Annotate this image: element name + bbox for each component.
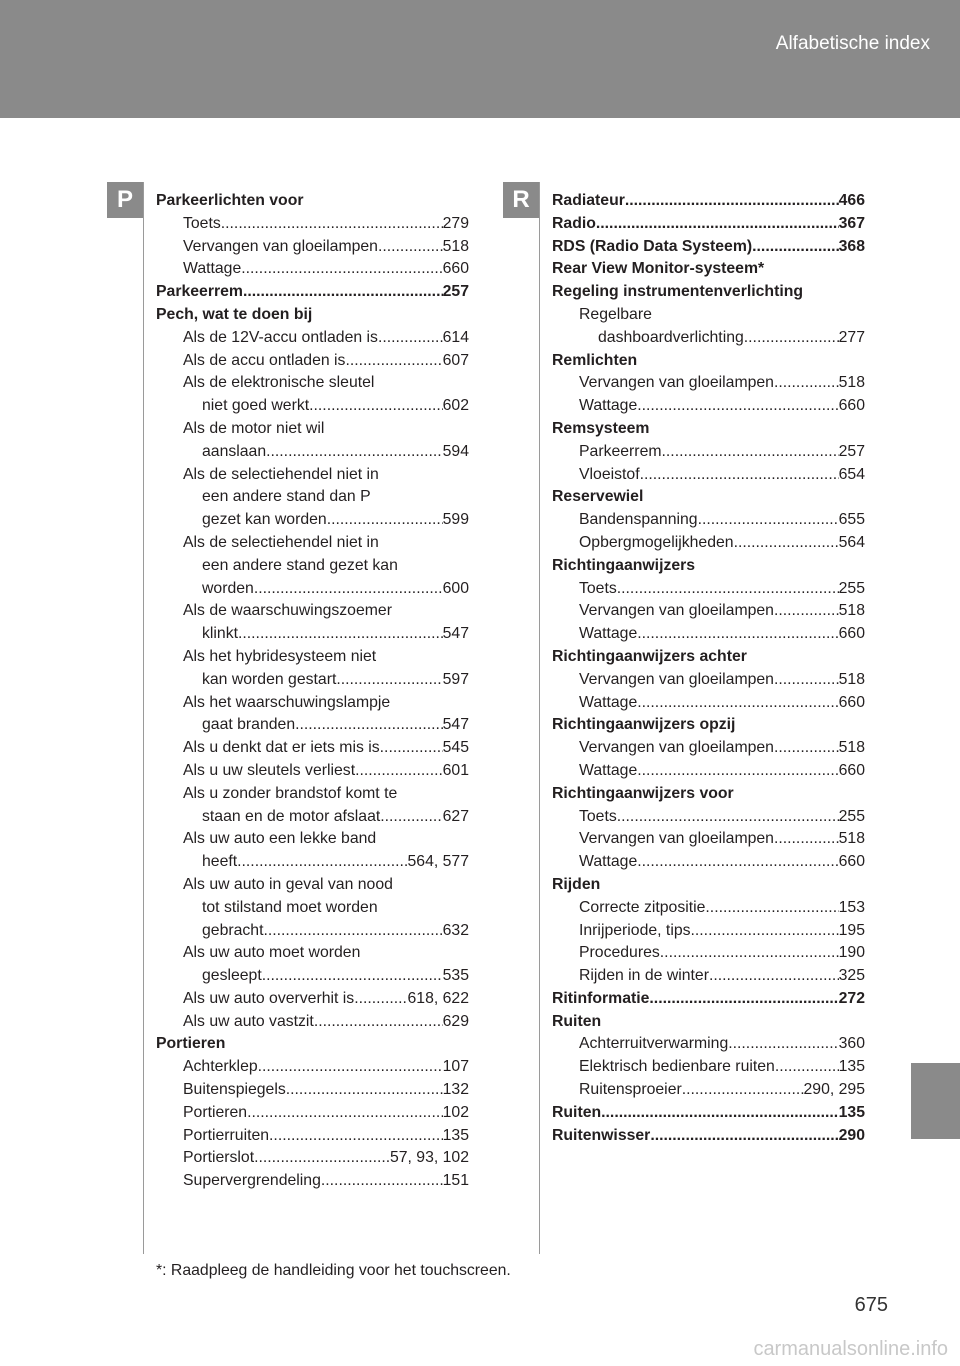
index-entry xyxy=(156,464,469,487)
index-column-p xyxy=(156,190,469,1193)
dot-leader xyxy=(637,395,838,418)
index-entry-page: 279 xyxy=(442,214,469,232)
index-entry-page: 518 xyxy=(838,602,865,620)
index-entry xyxy=(552,1125,865,1148)
dot-leader xyxy=(601,1102,838,1125)
index-entry xyxy=(156,600,469,623)
index-entry-text: Als het waarschuwingslampje xyxy=(183,693,391,711)
dot-leader xyxy=(380,737,443,760)
dot-leader xyxy=(286,1079,443,1102)
index-entry-page: 660 xyxy=(838,693,865,711)
index-entry xyxy=(156,236,469,259)
index-entry xyxy=(156,418,469,441)
index-entry xyxy=(156,578,469,601)
dot-leader xyxy=(698,509,839,532)
dot-leader xyxy=(355,760,443,783)
index-entry-text: Als u uw sleutels verliest xyxy=(183,761,356,779)
index-entry-text: Remlichten xyxy=(552,351,638,369)
index-entry xyxy=(552,714,865,737)
index-entry xyxy=(156,646,469,669)
index-entry-text: Ruiten xyxy=(552,1103,602,1121)
index-entry-text: Als uw auto oververhit is xyxy=(183,989,355,1007)
index-entry-text: niet goed werkt xyxy=(202,397,310,415)
index-entry xyxy=(552,1079,865,1102)
index-entry xyxy=(156,1079,469,1102)
index-entry-text: Richtingaanwijzers opzij xyxy=(552,716,736,734)
index-entry xyxy=(156,714,469,737)
index-entry xyxy=(552,258,865,281)
index-entry-text: Als de 12V-accu ontladen is xyxy=(183,328,378,346)
index-entry-text: Wattage xyxy=(183,260,242,278)
index-entry-text: Rijden in de winter xyxy=(579,967,709,985)
index-entry-text: gezet kan worden xyxy=(202,511,327,529)
index-entry-text: Achterklep xyxy=(183,1058,258,1076)
index-entry-text: een andere stand gezet kan xyxy=(202,556,398,574)
index-entry-text: Rijden xyxy=(552,875,601,893)
index-entry-page: 618, 622 xyxy=(407,989,469,1007)
index-entry xyxy=(156,1102,469,1125)
index-entry-page: 627 xyxy=(442,807,469,825)
index-entry-page: 102 xyxy=(442,1103,469,1121)
index-entry xyxy=(156,190,469,213)
index-entry-page: 660 xyxy=(838,397,865,415)
dot-leader xyxy=(649,988,838,1011)
index-entry-page: 632 xyxy=(442,921,469,939)
index-column-r xyxy=(552,190,865,1147)
index-entry xyxy=(552,213,865,236)
dot-leader xyxy=(254,578,443,601)
index-entry xyxy=(552,350,865,373)
dot-leader xyxy=(596,213,839,236)
index-entry-text: Achterruitverwarming xyxy=(579,1035,729,1053)
index-entry xyxy=(552,555,865,578)
index-entry xyxy=(552,418,865,441)
index-entry xyxy=(156,806,469,829)
dot-leader xyxy=(254,1147,390,1170)
dot-leader xyxy=(262,965,443,988)
index-entry-text: Vloeistof xyxy=(579,465,640,483)
index-entry xyxy=(552,669,865,692)
index-entry xyxy=(552,1056,865,1079)
index-entry-text: kan worden gestart xyxy=(202,670,337,688)
index-entry-text: Elektrisch bedienbare ruiten xyxy=(579,1058,775,1076)
index-entry-text: Richtingaanwijzers voor xyxy=(552,784,734,802)
watermark-text: carmanualsonline.info xyxy=(753,1338,948,1360)
index-entry-text: Wattage xyxy=(579,853,638,871)
index-entry xyxy=(156,783,469,806)
index-entry xyxy=(156,737,469,760)
index-entry-page: 368 xyxy=(838,237,865,255)
index-entry-text: Wattage xyxy=(579,693,638,711)
index-entry-page: 629 xyxy=(442,1012,469,1030)
index-entry-text: Richtingaanwijzers xyxy=(552,556,696,574)
index-entry xyxy=(156,372,469,395)
index-entry-text: Vervangen van gloeilampen xyxy=(579,830,774,848)
dot-leader xyxy=(728,1033,838,1056)
index-entry xyxy=(156,1011,469,1034)
index-entry xyxy=(552,828,865,851)
index-entry-text: Supervergrendeling xyxy=(183,1172,321,1190)
index-entry-page: 132 xyxy=(442,1081,469,1099)
index-entry-text: Parkeerlichten voor xyxy=(156,192,304,209)
index-entry xyxy=(552,578,865,601)
index-entry-text: Als uw auto moet worden xyxy=(183,944,361,962)
index-entry-page: 597 xyxy=(442,670,469,688)
index-entry-page: 255 xyxy=(838,807,865,825)
index-entry-page: 564, 577 xyxy=(407,853,469,871)
index-entry-text: Buitenspiegels xyxy=(183,1081,286,1099)
dot-leader xyxy=(378,327,443,350)
dot-leader xyxy=(660,942,839,965)
index-entry-page: 290, 295 xyxy=(803,1081,865,1099)
index-entry xyxy=(552,600,865,623)
index-entry-page: 135 xyxy=(838,1058,865,1076)
index-entry xyxy=(552,1011,865,1034)
index-entry xyxy=(156,828,469,851)
index-entry-text: Correcte zitpositie xyxy=(579,898,706,916)
index-entry-page: 360 xyxy=(838,1035,865,1053)
section-tab-marker xyxy=(911,1063,960,1139)
index-entry xyxy=(156,304,469,327)
header-title: Alfabetische index xyxy=(775,33,930,54)
dot-leader xyxy=(774,600,839,623)
index-entry-text: Bandenspanning xyxy=(579,511,698,529)
right-column-divider xyxy=(539,182,540,1254)
index-entry xyxy=(156,669,469,692)
dot-leader xyxy=(752,236,838,259)
index-entry xyxy=(552,623,865,646)
index-entry xyxy=(156,327,469,350)
index-entry xyxy=(552,281,865,304)
index-entry-text: Als de selectiehendel niet in xyxy=(183,465,379,483)
index-entry xyxy=(156,1056,469,1079)
index-entry-text: Parkeerrem xyxy=(579,442,662,460)
index-entry-page: 547 xyxy=(442,716,469,734)
index-entry-text: heeft xyxy=(202,853,238,871)
index-entry-page: 518 xyxy=(838,374,865,392)
index-entry xyxy=(156,965,469,988)
index-entry-page: 257 xyxy=(838,442,865,460)
index-entry-page: 57, 93, 102 xyxy=(389,1149,469,1167)
index-entry-text: Radio xyxy=(552,214,596,232)
dot-leader xyxy=(682,1079,804,1102)
index-entry xyxy=(552,783,865,806)
index-entry-text: een andere stand dan P xyxy=(202,488,371,506)
index-entry-text: Toets xyxy=(579,807,617,825)
index-entry-page: 153 xyxy=(838,898,865,916)
dot-leader xyxy=(258,1056,443,1079)
dot-leader xyxy=(774,372,839,395)
dot-leader xyxy=(709,965,839,988)
index-entry-text: Ruiten xyxy=(552,1012,602,1030)
dot-leader xyxy=(247,1102,443,1125)
index-entry-text: Portierslot xyxy=(183,1149,255,1167)
index-entry-text: Vervangen van gloeilampen xyxy=(579,739,774,757)
index-entry-text: Reservewiel xyxy=(552,488,644,506)
index-entry-text: Als u zonder brandstof komt te xyxy=(183,784,398,802)
dot-leader xyxy=(237,851,407,874)
index-entry xyxy=(552,1033,865,1056)
index-entry xyxy=(552,236,865,259)
index-entry xyxy=(156,395,469,418)
index-entry xyxy=(552,988,865,1011)
index-entry-page: 614 xyxy=(442,328,469,346)
index-entry-page: 607 xyxy=(442,351,469,369)
dot-leader xyxy=(705,897,838,920)
index-entry xyxy=(552,441,865,464)
dot-leader xyxy=(241,258,442,281)
index-entry xyxy=(156,532,469,555)
dot-leader xyxy=(378,236,443,259)
index-entry-text: Als de elektronische sleutel xyxy=(183,374,375,392)
index-entry xyxy=(156,760,469,783)
index-entry-page: 545 xyxy=(442,739,469,757)
dot-leader xyxy=(321,1170,443,1193)
index-entry xyxy=(552,646,865,669)
index-entry-text: klinkt xyxy=(202,625,238,643)
index-entry-text: staan en de motor afslaat xyxy=(202,807,381,825)
index-entry-page: 518 xyxy=(838,830,865,848)
left-column-divider xyxy=(143,182,144,1254)
index-entry-text: Pech, wat te doen bij xyxy=(156,305,313,323)
index-entry-page: 600 xyxy=(442,579,469,597)
index-entry-page: 535 xyxy=(442,967,469,985)
index-entry-text: Regelbare xyxy=(579,305,652,323)
dot-leader xyxy=(774,737,839,760)
index-entry-page: 654 xyxy=(838,465,865,483)
index-entry-text: Wattage xyxy=(579,397,638,415)
index-entry-text: Wattage xyxy=(579,761,638,779)
index-entry-text: Vervangen van gloeilampen xyxy=(183,237,378,255)
index-entry-text: aanslaan xyxy=(202,442,267,460)
index-entry-text: Vervangen van gloeilampen xyxy=(579,602,774,620)
index-entry xyxy=(552,737,865,760)
footnote: *: Raadpleeg de handleiding voor het touchscreen. xyxy=(156,1262,511,1279)
index-entry-page: 151 xyxy=(442,1172,469,1190)
index-entry-page: 594 xyxy=(442,442,469,460)
letter-p-box: P xyxy=(107,182,143,218)
index-entry-text: RDS (Radio Data Systeem) xyxy=(552,237,753,255)
index-entry-text: Opbergmogelijkheden xyxy=(579,533,734,551)
index-entry-text: Parkeerrem xyxy=(156,283,243,301)
dot-leader xyxy=(640,464,839,487)
index-entry-text: gaat branden xyxy=(202,716,296,734)
dot-leader xyxy=(637,851,838,874)
index-entry-page: 518 xyxy=(442,237,469,255)
index-entry xyxy=(552,851,865,874)
index-entry xyxy=(552,372,865,395)
index-entry-page: 660 xyxy=(838,761,865,779)
index-entry xyxy=(156,1033,469,1056)
dot-leader xyxy=(691,920,839,943)
index-entry xyxy=(552,509,865,532)
index-entry-page: 107 xyxy=(442,1058,469,1076)
index-entry xyxy=(156,1170,469,1193)
index-entry xyxy=(156,851,469,874)
index-entry xyxy=(552,1102,865,1125)
index-entry-text: Toets xyxy=(579,579,617,597)
dot-leader xyxy=(775,1056,839,1079)
index-entry-text: Regeling instrumentenverlichting xyxy=(552,283,804,301)
index-entry xyxy=(552,806,865,829)
index-entry-page: 564 xyxy=(838,533,865,551)
dot-leader xyxy=(238,623,443,646)
dot-leader xyxy=(327,509,443,532)
index-entry xyxy=(156,213,469,236)
index-entry-page: 547 xyxy=(442,625,469,643)
index-entry-page: 660 xyxy=(442,260,469,278)
index-entry xyxy=(552,304,865,327)
index-entry-text: Ruitenwisser xyxy=(552,1126,651,1144)
index-entry xyxy=(156,623,469,646)
index-entry xyxy=(156,874,469,897)
dot-leader xyxy=(314,1011,443,1034)
index-entry-text: worden xyxy=(202,579,254,597)
index-entry-page: 660 xyxy=(838,625,865,643)
index-entry-text: Als uw auto vastzit xyxy=(183,1012,314,1030)
index-entry xyxy=(552,942,865,965)
dot-leader xyxy=(637,760,838,783)
index-entry xyxy=(156,692,469,715)
index-entry xyxy=(156,920,469,943)
dot-leader xyxy=(774,669,839,692)
dot-leader xyxy=(744,327,839,350)
index-entry-page: 272 xyxy=(838,989,865,1007)
index-entry xyxy=(552,327,865,350)
dot-leader xyxy=(295,714,443,737)
index-entry-text: Richtingaanwijzers achter xyxy=(552,647,747,665)
dot-leader xyxy=(266,441,443,464)
dot-leader xyxy=(637,692,838,715)
dot-leader xyxy=(263,920,442,943)
dot-leader xyxy=(734,532,839,555)
index-entry-text: Ritinformatie xyxy=(552,989,650,1007)
index-entry xyxy=(156,1125,469,1148)
index-entry xyxy=(552,874,865,897)
page-number: 675 xyxy=(854,1294,888,1316)
index-entry-text: Als de motor niet wil xyxy=(183,419,325,437)
index-entry-text: Als u denkt dat er iets mis is xyxy=(183,739,380,757)
index-entry xyxy=(552,486,865,509)
index-entry-text: gebracht xyxy=(202,921,264,939)
index-entry-page: 518 xyxy=(838,739,865,757)
dot-leader xyxy=(774,828,839,851)
dot-leader xyxy=(380,806,442,829)
dot-leader xyxy=(345,350,442,373)
index-entry xyxy=(156,942,469,965)
index-entry-text: Als uw auto in geval van nood xyxy=(183,875,393,893)
index-entry-text: Als uw auto een lekke band xyxy=(183,830,377,848)
dot-leader xyxy=(650,1125,838,1148)
index-entry xyxy=(552,920,865,943)
index-entry-text: Radiateur xyxy=(552,192,625,209)
index-entry-page: 255 xyxy=(838,579,865,597)
index-entry xyxy=(156,281,469,304)
index-entry-page: 518 xyxy=(838,670,865,688)
index-entry-text: tot stilstand moet worden xyxy=(202,898,378,916)
index-entry-page: 257 xyxy=(442,283,469,301)
letter-r-box: R xyxy=(503,182,539,218)
index-entry-page: 602 xyxy=(442,397,469,415)
index-entry xyxy=(552,897,865,920)
index-entry xyxy=(156,897,469,920)
index-entry xyxy=(156,509,469,532)
index-entry xyxy=(156,988,469,1011)
index-entry xyxy=(156,441,469,464)
index-entry-text: Ruitensproeier xyxy=(579,1081,682,1099)
dot-leader xyxy=(625,190,839,213)
index-entry xyxy=(156,486,469,509)
dot-leader xyxy=(221,213,443,236)
index-entry-text: Portierruiten xyxy=(183,1126,270,1144)
index-entry-page: 655 xyxy=(838,511,865,529)
index-entry xyxy=(156,258,469,281)
index-entry-page: 601 xyxy=(442,761,469,779)
index-entry-text: dashboardverlichting xyxy=(598,328,744,346)
index-entry-page: 660 xyxy=(838,853,865,871)
index-entry-text: Als de selectiehendel niet in xyxy=(183,533,379,551)
dot-leader xyxy=(354,988,407,1011)
index-entry-page: 466 xyxy=(838,192,865,209)
index-entry-page: 325 xyxy=(838,967,865,985)
index-entry-page: 135 xyxy=(442,1126,469,1144)
index-entry xyxy=(552,965,865,988)
index-entry-text: Procedures xyxy=(579,944,660,962)
index-entry-page: 277 xyxy=(838,328,865,346)
index-entry xyxy=(552,532,865,555)
index-entry xyxy=(552,760,865,783)
index-entry-text: Rear View Monitor-systeem* xyxy=(552,260,765,278)
index-entry xyxy=(552,190,865,213)
index-entry-text: gesleept xyxy=(202,967,262,985)
dot-leader xyxy=(243,281,443,304)
dot-leader xyxy=(617,578,839,601)
dot-leader xyxy=(269,1125,443,1148)
dot-leader xyxy=(617,806,839,829)
index-entry-page: 190 xyxy=(838,944,865,962)
index-entry-text: Als de waarschuwingszoemer xyxy=(183,602,392,620)
index-entry-text: Als de accu ontladen is xyxy=(183,351,346,369)
index-entry-page: 290 xyxy=(838,1126,865,1144)
index-entry-text: Toets xyxy=(183,214,221,232)
dot-leader xyxy=(662,441,839,464)
index-entry-text: Inrijperiode, tips xyxy=(579,921,691,939)
index-entry-text: Vervangen van gloeilampen xyxy=(579,670,774,688)
index-entry-text: Portieren xyxy=(183,1103,248,1121)
dot-leader xyxy=(309,395,443,418)
index-entry-text: Vervangen van gloeilampen xyxy=(579,374,774,392)
index-entry-text: Remsysteem xyxy=(552,419,650,437)
index-entry-text: Portieren xyxy=(156,1035,226,1053)
index-entry-text: Als het hybridesysteem niet xyxy=(183,647,377,665)
index-entry-text: Wattage xyxy=(579,625,638,643)
page-header xyxy=(0,0,960,118)
index-entry xyxy=(156,555,469,578)
index-entry xyxy=(552,464,865,487)
dot-leader xyxy=(637,623,838,646)
index-entry-page: 599 xyxy=(442,511,469,529)
index-entry-page: 195 xyxy=(838,921,865,939)
dot-leader xyxy=(336,669,442,692)
index-entry xyxy=(156,1147,469,1170)
index-entry-page: 367 xyxy=(838,214,865,232)
index-entry xyxy=(552,395,865,418)
index-entry-page: 135 xyxy=(838,1103,865,1121)
index-entry xyxy=(552,692,865,715)
index-entry xyxy=(156,350,469,373)
